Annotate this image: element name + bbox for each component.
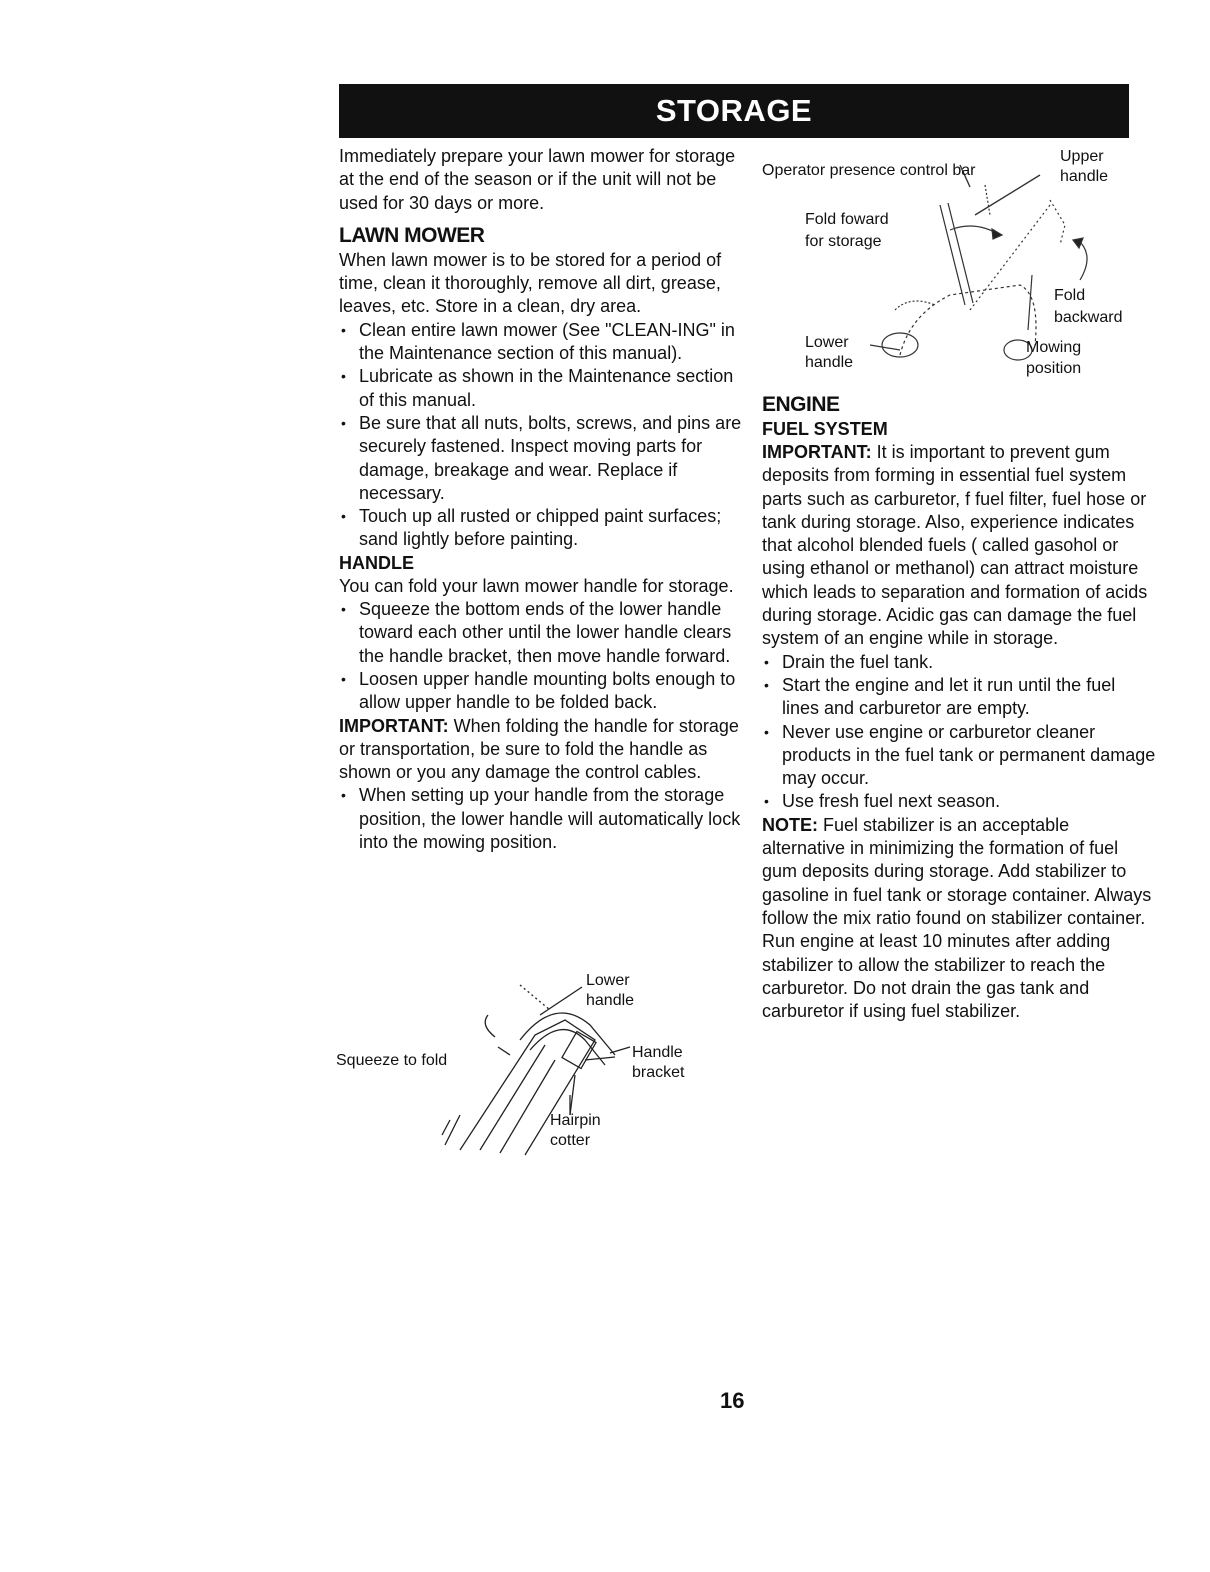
handle-heading: HANDLE: [339, 552, 414, 573]
handle-list-2: [339, 784, 744, 854]
list-item: • Drain the fuel tank.: [762, 651, 1157, 674]
important-text: When folding the handle for storage or transportation, be sure to fold the handle as shown or you any damage the control cables.: [339, 715, 739, 783]
important-label: IMPORTANT:: [762, 442, 872, 462]
list-item: • Never use engine or carburetor cleaner products in the fuel tank or permanent damage may occur.: [762, 721, 1157, 791]
handle-important: [339, 715, 744, 785]
lawn-mower-text: When lawn mower is to be stored for a period of time, clean it thoroughly, remove all dirt, grease, leaves, etc. Store in a clean, dry area.: [339, 249, 722, 317]
page-title-banner: [339, 84, 1129, 138]
label-fold-forward: Fold foward for storage: [805, 211, 889, 250]
engine-list: [762, 651, 1157, 814]
lawn-mower-heading: LAWN MOWER: [339, 223, 485, 247]
intro-paragraph: Immediately prepare your lawn mower for storage at the end of the season or if the unit will not be used for 30 days or more.: [339, 146, 736, 213]
page-title: STORAGE: [655, 93, 813, 128]
page-number: 16: [720, 1388, 745, 1413]
label-fold-backward: Fold backward: [1054, 287, 1123, 326]
label-lower-handle: Lower handle: [805, 334, 854, 371]
label-squeeze-to-fold: Squeeze to fold: [336, 1052, 448, 1069]
label-handle-bracket: Handle bracket: [632, 1044, 685, 1081]
lawn-mower-list: [339, 319, 744, 552]
important-text: It is important to prevent gum deposits from forming in essential fuel system parts such as carburetor, f fuel filter, fuel hose or tank during storage. Also, experience indicates that alcohol blended fuels ( called gasohol or using ethanol or methanol) can attract moisture which leads to separation and formation of acids during storage. Acidic gas can damage the fuel system of an engine while in storage.: [762, 442, 1148, 649]
label-operator-bar: Operator presence control bar: [762, 162, 976, 179]
list-item: • Squeeze the bottom ends of the lower handle toward each other until the lower handle clears the handle bracket, then move handle forward.: [339, 598, 744, 668]
note-text: Fuel stabilizer is an acceptable alternative in minimizing the formation of fuel gum deposits during storage. Add stabilizer to gasoline in fuel tank or storage container. Always follow the mix ratio found on stabilizer container. Run engine at least 10 minutes after adding stabilizer to allow the stabilizer to reach the carburetor. Do not drain the gas tank and carburetor if using fuel stabilizer.: [762, 814, 1152, 1022]
list-item: • Use fresh fuel next season.: [762, 790, 1157, 813]
label-upper-handle: Upper handle: [1060, 148, 1109, 185]
label-mowing-position: Mowing position: [1026, 339, 1082, 377]
important-label: IMPORTANT:: [339, 715, 449, 736]
list-item: • When setting up your handle from the storage position, the lower handle will automatically lock into the mowing position.: [339, 784, 744, 854]
engine-important: [762, 441, 1157, 651]
fuel-system-heading: FUEL SYSTEM: [762, 419, 888, 439]
label-lower-handle: Lower handle: [586, 972, 635, 1009]
handle-figure: [330, 965, 750, 1165]
right-column: [762, 392, 1157, 1023]
note-label: NOTE:: [762, 814, 818, 835]
label-hairpin-cotter: Hairpin cotter: [550, 1112, 601, 1149]
list-item: • Be sure that all nuts, bolts, screws, and pins are securely fastened. Inspect moving parts for damage, breakage and wear. Replace if necessary.: [339, 412, 744, 505]
engine-note: [762, 814, 1157, 1024]
list-item: • Lubricate as shown in the Maintenance section of this manual.: [339, 365, 744, 412]
list-item: • Start the engine and let it run until the fuel lines and carburetor are empty.: [762, 674, 1157, 721]
list-item: • Loosen upper handle mounting bolts enough to allow upper handle to be folded back.: [339, 668, 744, 715]
mower-figure: [760, 145, 1160, 385]
handle-list: [339, 598, 744, 714]
engine-heading: ENGINE: [762, 393, 840, 416]
list-item: • Clean entire lawn mower (See "CLEAN-ING" in the Maintenance section of this manual).: [339, 319, 744, 366]
handle-text: You can fold your lawn mower handle for storage.: [339, 575, 734, 596]
left-column: [339, 145, 744, 854]
list-item: • Touch up all rusted or chipped paint surfaces; sand lightly before painting.: [339, 505, 744, 552]
